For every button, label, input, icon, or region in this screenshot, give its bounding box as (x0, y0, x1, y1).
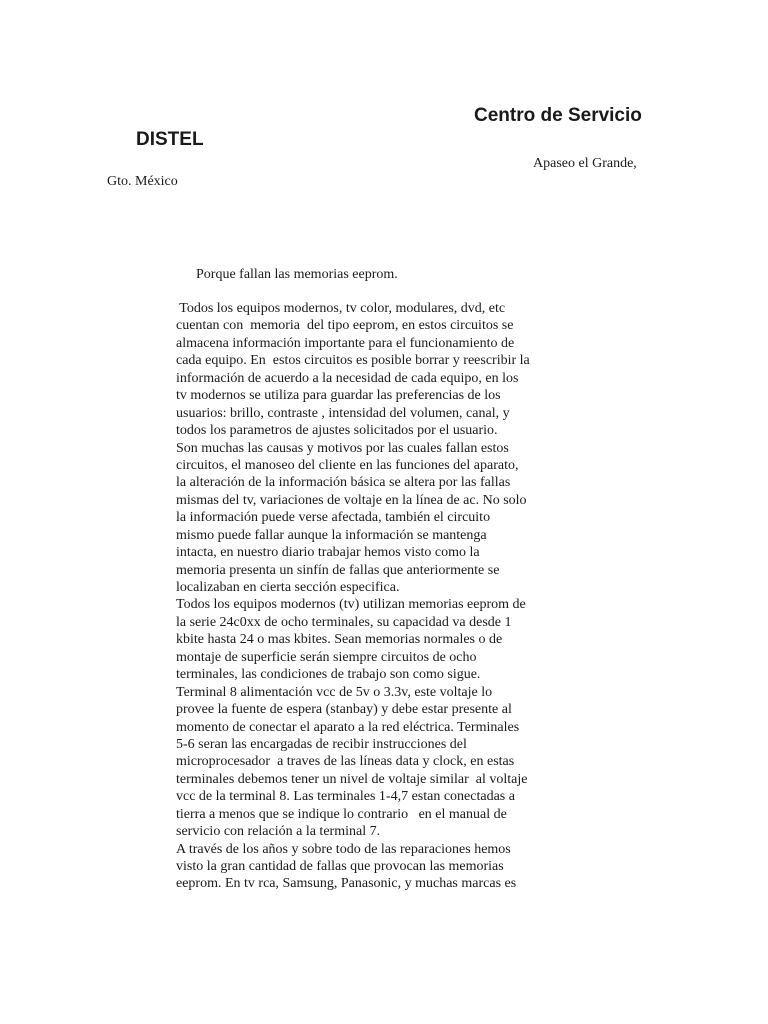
document-body (176, 300, 576, 893)
body-line: 5-6 seran las encargadas de recibir instrucciones del (176, 736, 467, 752)
body-line: visto la gran cantidad de fallas que provocan las memorias (176, 859, 504, 874)
body-line: cada equipo. En estos circuitos es posible borrar y reescribir la (176, 353, 530, 369)
body-line: momento de conectar el aparato a la red eléctrica. Terminales (176, 719, 520, 735)
body-line: información de acuerdo a la necesidad de cada equipo, en los (176, 370, 519, 386)
body-line: tierra a menos que se indique lo contrario en el manual de (176, 806, 507, 822)
body-line: la serie 24c0xx de ocho terminales, su capacidad va desde 1 (176, 614, 512, 630)
body-line: usuarios: brillo, contraste , intensidad del volumen, canal, y (176, 405, 510, 421)
body-line: servicio con relación a la terminal 7. (176, 824, 381, 840)
body-line: vcc de la terminal 8. Las terminales 1-4,7 estan conectadas a (176, 789, 515, 805)
body-line: memoria presenta un sinfín de fallas que anteriormente se (176, 562, 500, 578)
body-line: terminales debemos tener un nivel de voltaje similar al voltaje (176, 771, 528, 787)
body-line: Todos los equipos modernos (tv) utilizan memorias eeprom de (176, 597, 526, 613)
body-line: tv modernos se utiliza para guardar las preferencias de los (176, 388, 501, 404)
body-line: almacena información importante para el funcionamiento de (176, 335, 515, 351)
body-line: A través de los años y sobre todo de las reparaciones hemos (176, 841, 511, 857)
body-line: montaje de superficie serán siempre circuitos de ocho (176, 649, 477, 665)
body-line: mismo puede fallar aunque la información se mantenga (176, 527, 487, 543)
document-subject: Porque fallan las memorias eeprom. (196, 267, 398, 282)
body-line: la alteración de la información básica se altera por las fallas (176, 475, 511, 491)
body-line: provee la fuente de espera (stanbay) y debe estar presente al (176, 702, 512, 718)
location-line1: Apaseo el Grande, (533, 156, 637, 171)
body-line: la información puede verse afectada, también el circuito (176, 510, 491, 526)
body-line: microprocesador a traves de las líneas data y clock, en estas (176, 754, 515, 770)
location-line2: Gto. México (107, 174, 178, 189)
body-line: circuitos, el manoseo del cliente en las funciones del aparato, (176, 457, 519, 473)
body-line: eeprom. En tv rca, Samsung, Panasonic, y muchas marcas es (176, 876, 517, 892)
body-line: todos los parametros de ajustes solicitados por el usuario. (176, 423, 498, 439)
header-title-line1: Centro de Servicio (474, 105, 642, 126)
body-line: intacta, en nuestro diario trabajar hemos visto como la (176, 545, 480, 561)
body-line: Todos los equipos modernos, tv color, modulares, dvd, etc (176, 301, 506, 316)
body-line: Son muchas las causas y motivos por las cuales fallan estos (176, 440, 509, 456)
body-line: Terminal 8 alimentación vcc de 5v o 3.3v, este voltaje lo (176, 684, 493, 700)
header-title-line2: DISTEL (136, 129, 204, 150)
body-line: localizaban en cierta sección especifica. (176, 580, 400, 595)
body-line: kbite hasta 24 o mas kbites. Sean memorias normales o de (176, 632, 503, 648)
body-line: cuentan con memoria del tipo eeprom, en estos circuitos se (176, 318, 514, 334)
body-line: terminales, las condiciones de trabajo son como sigue. (176, 667, 481, 683)
body-line: mismas del tv, variaciones de voltaje en la línea de ac. No solo (176, 492, 527, 508)
